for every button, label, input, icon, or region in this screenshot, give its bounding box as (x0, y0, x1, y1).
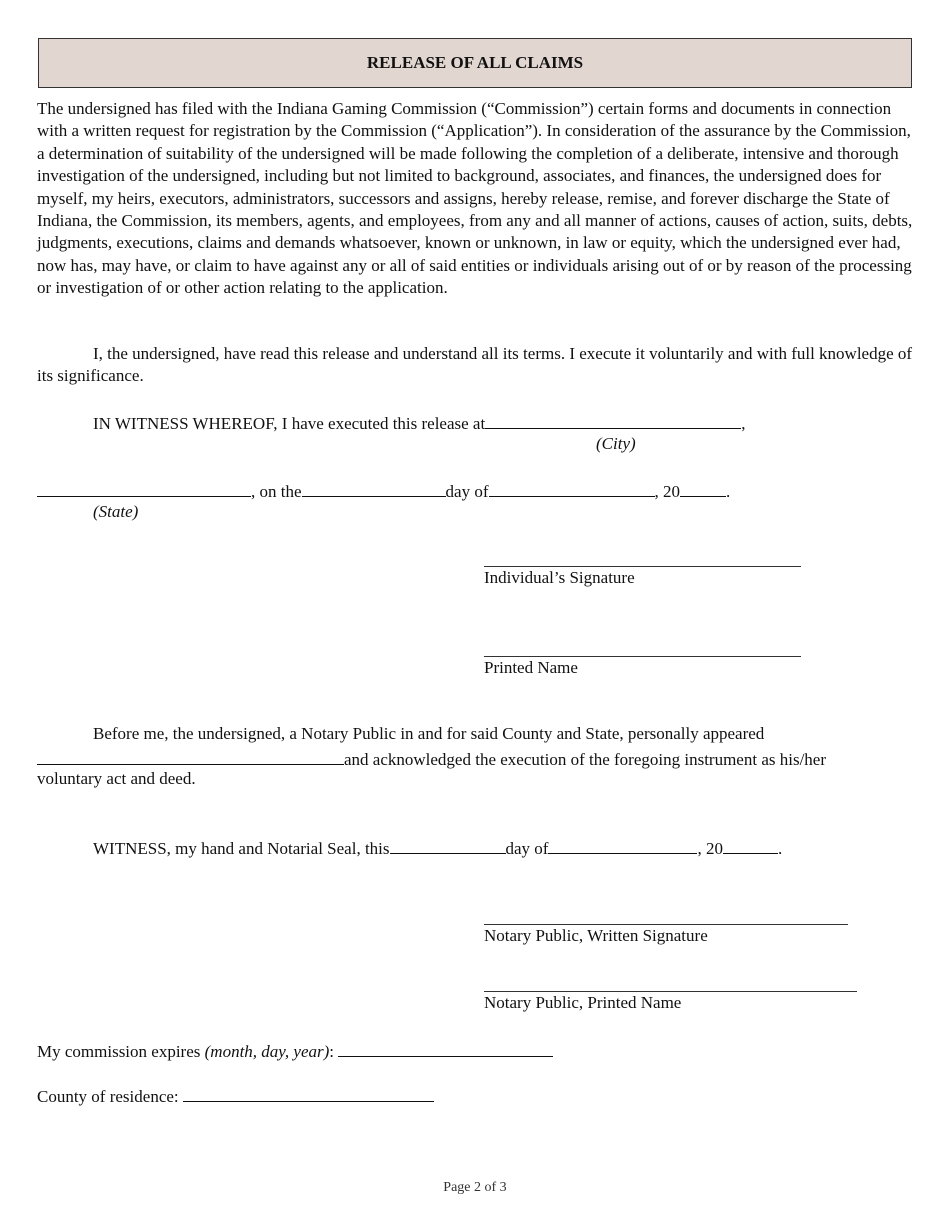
notary-before-me: Before me, the undersigned, a Notary Public in and for said County and State, personally appeared (93, 724, 765, 743)
notary-acknowledged: and acknowledged the execution of the foregoing instrument as his/her (344, 750, 826, 769)
notary-voluntary: voluntary act and deed. (37, 769, 196, 788)
seal-day-blank[interactable] (390, 835, 506, 854)
notary-written-signature-label: Notary Public, Written Signature (484, 926, 708, 945)
state-blank[interactable] (37, 478, 251, 497)
day-of-text: day of (445, 482, 489, 501)
city-label: (City) (596, 434, 636, 453)
witness-text: IN WITNESS WHEREOF, I have executed this release at (93, 414, 486, 433)
commission-expires-line (37, 1038, 553, 1063)
seal-year-blank[interactable] (723, 835, 778, 854)
commission-colon: : (329, 1042, 339, 1061)
notary-printed-name-label: Notary Public, Printed Name (484, 993, 682, 1012)
year-blank[interactable] (680, 478, 726, 497)
on-the-text: , on the (251, 482, 302, 501)
seal-month-blank[interactable] (548, 835, 697, 854)
city-blank[interactable] (485, 410, 741, 429)
page-number: Page 2 of 3 (443, 1180, 507, 1195)
document-title: RELEASE OF ALL CLAIMS (38, 38, 912, 88)
seal-text: WITNESS, my hand and Notarial Seal, this (93, 839, 390, 858)
individual-signature-label: Individual’s Signature (484, 568, 635, 587)
year-prefix-text: , 20 (654, 482, 680, 501)
month-blank[interactable] (489, 478, 655, 497)
seal-period: . (777, 839, 783, 858)
county-line (37, 1083, 434, 1108)
commission-expires-blank[interactable] (338, 1038, 553, 1057)
witness-comma: , (741, 414, 746, 433)
day-blank[interactable] (302, 478, 446, 497)
acknowledgement-paragraph: I, the undersigned, have read this release and understand all its terms. I execute it voluntarily and with full knowledge of its significance. (37, 344, 913, 386)
seal-line (93, 835, 782, 860)
county-blank[interactable] (183, 1083, 434, 1102)
commission-label: My commission expires (37, 1042, 205, 1061)
seal-year-prefix: , 20 (697, 839, 723, 858)
release-paragraph: The undersigned has filed with the Indiana Gaming Commission (“Commission”) certain forms and documents in connection with a written request for registration by the Commission (“Application”). In consideration of the assurance by the Commission, a determination of suitability of the undersigned will be made following the completion of a deliberate, intensive and thorough investigation of the undersigned, including but not limited to background, associates, and finances, the undersigned does for myself, my heirs, executors, administrators, successors and assigns, hereby release, remise, and forever discharge the State of Indiana, the Commission, its members, agents, and employees, from any and all manner of actions, causes of action, suits, debts, judgments, executions, claims and demands whatsoever, known or unknown, in law or equity, which the undersigned ever had, now has, may have, or claim to have against any or all of said entities or individuals arising out of or by reason of the processing or investigation of or other action relating to the application. (37, 99, 913, 298)
county-label: County of residence: (37, 1087, 183, 1106)
appeared-name-blank[interactable] (37, 746, 344, 765)
seal-day-of: day of (505, 839, 549, 858)
witness-line (93, 410, 745, 435)
printed-name-label: Printed Name (484, 658, 578, 677)
state-label: (State) (93, 502, 139, 521)
date-line (37, 478, 730, 503)
commission-italic: (month, day, year) (204, 1042, 330, 1061)
date-period: . (726, 482, 731, 501)
